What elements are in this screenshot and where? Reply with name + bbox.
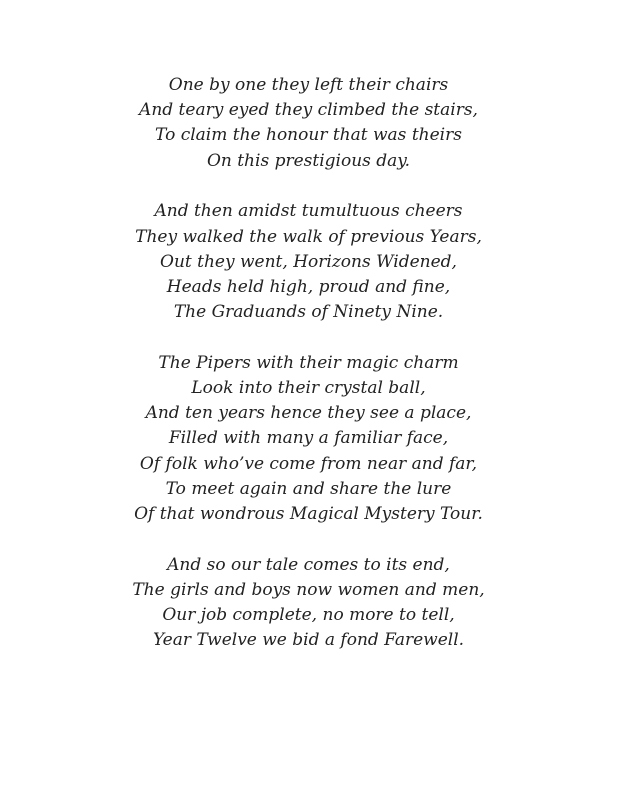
poem-line: To claim the honour that was theirs [155,125,462,146]
poem-line: And ten years hence they see a place, [145,403,472,424]
stanza-1 [0,73,617,174]
poem-line: The Graduands of Ninety Nine. [173,302,444,323]
poem-line: To meet again and share the lure [165,478,452,499]
poem-line: Of folk who’ve come from near and far, [139,453,478,474]
poem-line: Heads held high, proud and fine, [166,276,451,297]
poem-line: And so our tale comes to its end, [167,554,450,575]
poem-line: Our job complete, no more to tell, [162,605,455,626]
poem-line: Year Twelve we bid a fond Farewell. [152,630,465,651]
stanza-4 [0,553,617,654]
poem-line: And teary eyed they climbed the stairs, [139,100,478,121]
poem-line: Out they went, Horizons Widened, [160,251,457,272]
poem-line: Look into their crystal ball, [191,378,426,399]
poem-line: One by one they left their chairs [168,75,449,95]
poem [0,73,617,679]
poem-line: Of that wondrous Magical Mystery Tour. [134,504,483,525]
stanza-3 [0,351,617,527]
poem-line: They walked the walk of previous Years, [135,226,482,247]
stanza-2 [0,199,617,325]
poem-line: Filled with many a familiar face, [168,428,449,449]
poem-line: And then amidst tumultuous cheers [154,201,463,222]
poem-line: The girls and boys now women and men, [132,579,485,600]
poem-line: The Pipers with their magic charm [158,352,459,373]
poem-line: On this prestigious day. [206,150,411,171]
